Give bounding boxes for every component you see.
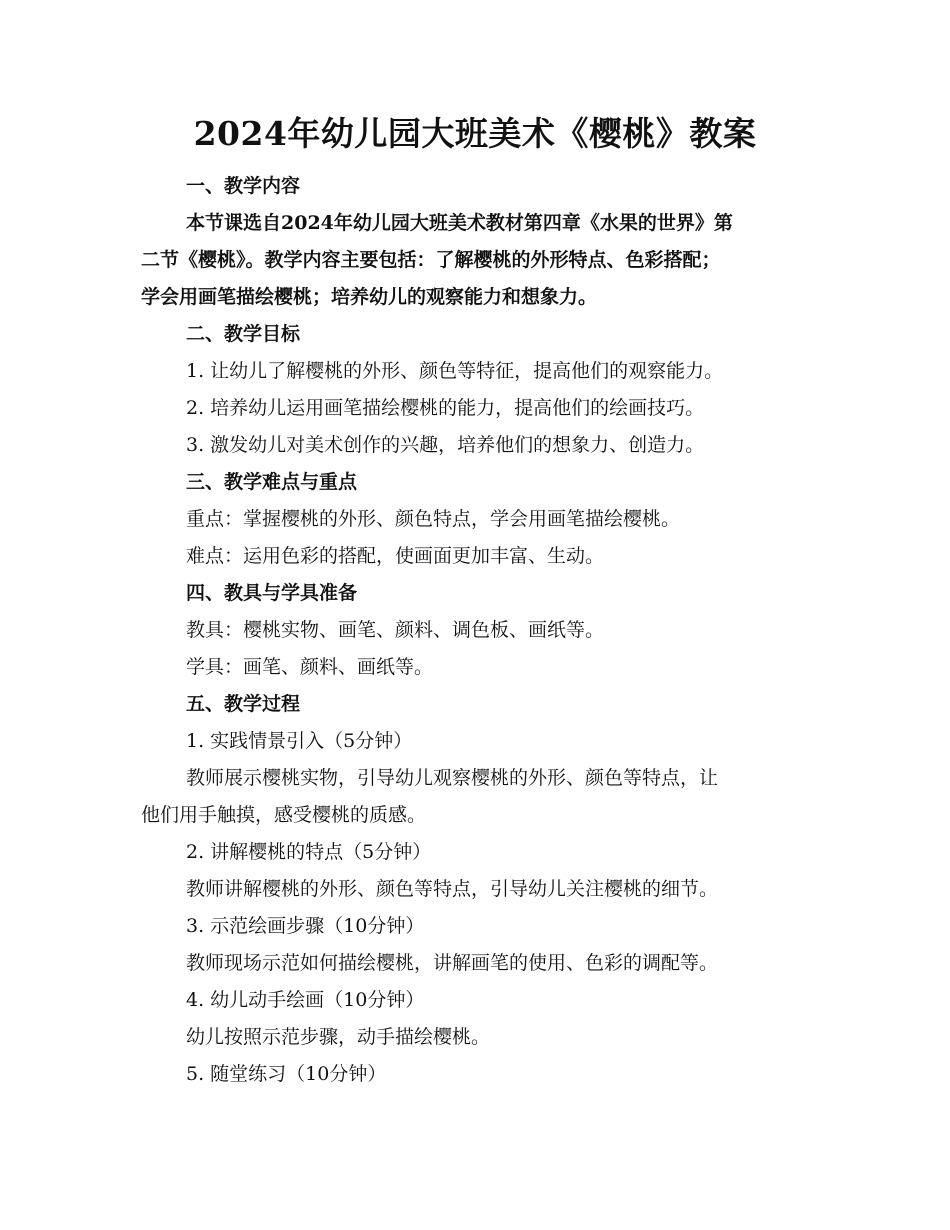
- list-item: 5. 随堂练习（10分钟）: [186, 1063, 387, 1085]
- paragraph-line: 学具：画笔、颜料、画纸等。: [186, 656, 434, 678]
- section-heading-process: 五、教学过程: [186, 693, 301, 715]
- paragraph-line: 教具：樱桃实物、画笔、颜料、调色板、画纸等。: [186, 619, 605, 641]
- document-title: 2024年幼儿园大班美术《樱桃》教案: [193, 114, 757, 153]
- paragraph-line: 教师讲解樱桃的外形、颜色等特点，引导幼儿关注樱桃的细节。: [186, 878, 719, 900]
- section-heading-goals: 二、教学目标: [186, 323, 301, 345]
- list-item: 1. 让幼儿了解樱桃的外形、颜色等特征，提高他们的观察能力。: [186, 360, 724, 382]
- paragraph-line: 教师现场示范如何描绘樱桃，讲解画笔的使用、色彩的调配等。: [186, 952, 719, 974]
- list-item: 3. 示范绘画步骤（10分钟）: [186, 915, 425, 937]
- list-item: 3. 激发幼儿对美术创作的兴趣，培养他们的想象力、创造力。: [186, 434, 705, 456]
- paragraph-line: 他们用手触摸，感受樱桃的质感。: [141, 804, 427, 826]
- paragraph-line: 学会用画笔描绘樱桃；培养幼儿的观察能力和想象力。: [141, 286, 598, 308]
- section-heading-content: 一、教学内容: [186, 175, 301, 197]
- section-heading-materials: 四、教具与学具准备: [186, 582, 358, 604]
- list-item: 1. 实践情景引入（5分钟）: [186, 730, 413, 752]
- paragraph-line: 幼儿按照示范步骤，动手描绘樱桃。: [186, 1026, 491, 1048]
- paragraph-line: 二节《樱桃》。教学内容主要包括：了解樱桃的外形特点、色彩搭配；: [141, 249, 721, 271]
- list-item: 2. 培养幼儿运用画笔描绘樱桃的能力，提高他们的绘画技巧。: [186, 397, 705, 419]
- paragraph-line: 难点：运用色彩的搭配，使画面更加丰富、生动。: [186, 545, 605, 567]
- list-item: 2. 讲解樱桃的特点（5分钟）: [186, 841, 432, 863]
- paragraph-line: 重点：掌握樱桃的外形、颜色特点，学会用画笔描绘樱桃。: [186, 508, 681, 530]
- section-heading-difficulties: 三、教学难点与重点: [186, 471, 358, 493]
- list-item: 4. 幼儿动手绘画（10分钟）: [186, 989, 425, 1011]
- paragraph-line: 教师展示樱桃实物，引导幼儿观察樱桃的外形、颜色等特点，让: [186, 767, 719, 789]
- paragraph-line: 本节课选自2024年幼儿园大班美术教材第四章《水果的世界》第: [186, 212, 733, 234]
